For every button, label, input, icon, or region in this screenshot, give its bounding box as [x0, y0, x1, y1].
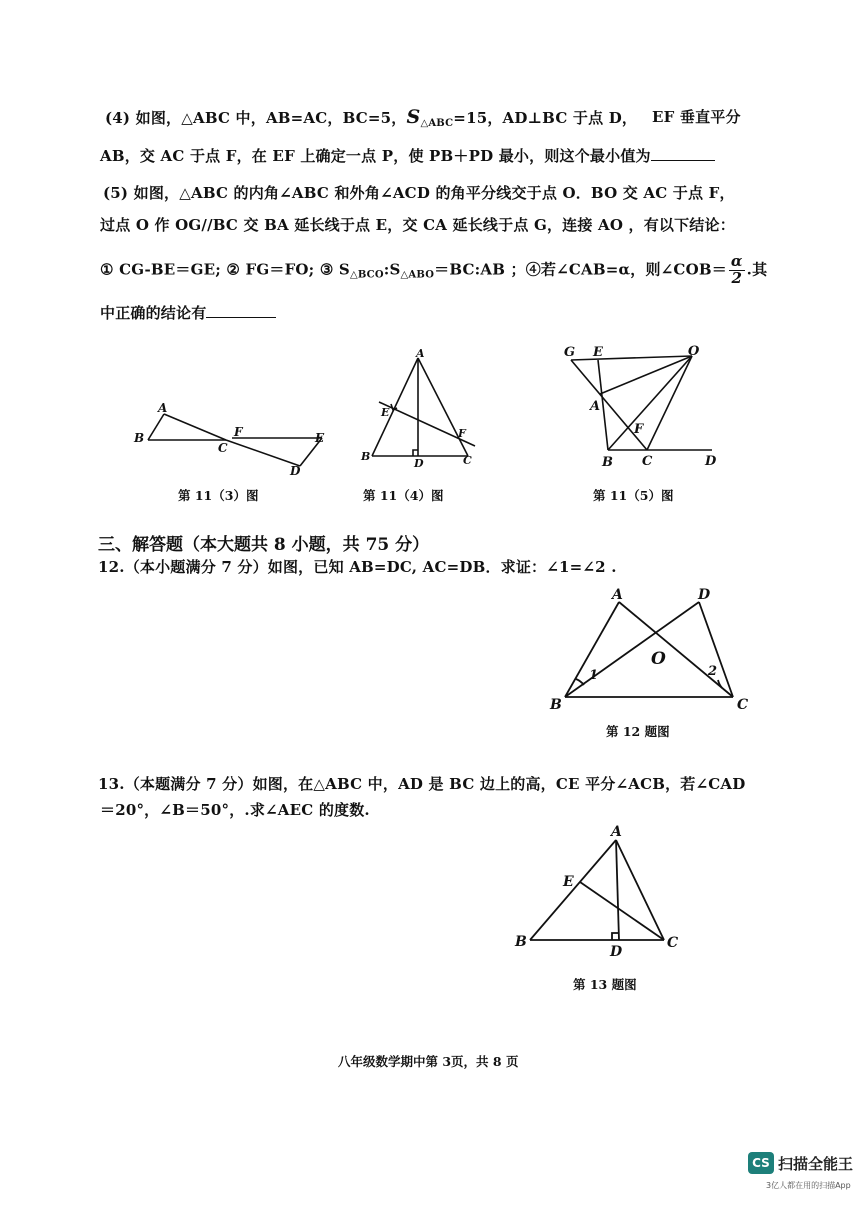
fig4-label: F — [458, 427, 466, 440]
q11-4-line1-end: EF 垂直平分 — [652, 108, 741, 126]
page-footer: 八年级数学期中第 3页，共 8 页 — [338, 1054, 519, 1069]
figure-12 — [540, 585, 755, 715]
answer-blank-11-5 — [206, 303, 276, 318]
q11-4-text-a: (4) 如图，△ABC 中，AB=AC，BC=5， — [105, 109, 407, 127]
fig5-label: B — [602, 455, 613, 470]
fig4-label: D — [414, 457, 424, 470]
figure-11-5 — [560, 338, 730, 473]
q12-text: 12.（本小题满分 7 分）如图，已知 AB=DC, AC=DB．求证：∠1=∠2 . — [98, 558, 617, 576]
caption-fig-12: 第 12 题图 — [606, 724, 670, 739]
fig3-label: D — [290, 464, 301, 478]
caption-fig-11-3: 第 11（3）图 — [178, 488, 259, 503]
fig13-label: B — [515, 934, 527, 950]
fig3-label: E — [315, 431, 325, 445]
fig4-label: C — [463, 454, 472, 467]
subscript-abo: △ABO — [400, 269, 435, 281]
answer-blank-11-4 — [651, 146, 715, 161]
fig5-label: F — [634, 422, 644, 437]
fig5-label: A — [590, 399, 601, 414]
fig12-label: A — [612, 587, 623, 603]
frac-den: 2 — [731, 268, 743, 287]
q11-5-line2: 过点 O 作 OG//BC 交 BA 延长线于点 E，交 CA 延长线于点 G，连接 AO ，有以下结论： — [100, 216, 735, 234]
fig13-label: A — [611, 824, 622, 840]
figure-11-4 — [355, 346, 480, 471]
area-subscript: △ABC — [420, 118, 454, 129]
fig4-label: E — [381, 406, 390, 419]
fig5-label: E — [593, 345, 603, 360]
fig12-label: D — [698, 587, 711, 603]
fig3-label: B — [134, 431, 145, 445]
camscanner-name: 扫描全能王 — [778, 1155, 854, 1173]
conclusions-text-c: ＝BC:AB ；④若∠CAB=α，则∠COB＝ — [434, 260, 727, 279]
subscript-bco: △BCO — [349, 269, 384, 281]
fig3-label: F — [234, 425, 243, 439]
fig5-label: C — [642, 454, 653, 469]
q11-5-text-line4: 中正确的结论有 — [100, 304, 207, 322]
q11-4-text-b: =15，AD⊥BC 于点 D， — [453, 109, 638, 127]
camscanner-logo-icon: CS — [748, 1152, 774, 1174]
caption-fig-11-5: 第 11（5）图 — [593, 488, 674, 503]
frac-num: α — [730, 252, 743, 270]
fig12-label: B — [550, 697, 562, 713]
fig13-label: D — [610, 944, 623, 960]
q11-4-line2 — [100, 145, 715, 166]
section-3-heading: 三、解答题（本大题共 8 小题，共 75 分） — [98, 535, 430, 555]
fig3-label: A — [158, 401, 168, 415]
fig5-label: D — [705, 454, 717, 469]
figure-13 — [510, 822, 690, 962]
fig13-label: C — [667, 935, 679, 951]
fig5-label: G — [564, 345, 576, 360]
q11-4-line1 — [105, 106, 637, 129]
q13-line1: 13.（本题满分 7 分）如图，在△ABC 中，AD 是 BC 边上的高，CE 平分∠ACB，若∠CAD — [98, 775, 746, 793]
fig12-label: O — [651, 649, 666, 669]
q11-5-line3 — [100, 254, 767, 287]
caption-fig-11-4: 第 11（4）图 — [363, 488, 444, 503]
fig12-label: C — [737, 697, 749, 713]
alpha-over-2 — [729, 254, 745, 287]
conclusions-text-d: .其 — [746, 260, 768, 279]
caption-fig-13: 第 13 题图 — [573, 977, 637, 992]
fig12-label: 1 — [589, 668, 599, 683]
q11-5-line4 — [100, 302, 276, 323]
figure-11-3 — [128, 398, 343, 478]
fig4-label: B — [361, 450, 371, 463]
q13-line2: ＝20°，∠B＝50°，.求∠AEC 的度数. — [100, 801, 370, 819]
conclusions-text-a: ① CG-BE＝GE; ② FG＝FO; ③ S — [100, 260, 350, 279]
conclusions-text-b: :S — [383, 260, 401, 279]
fig12-label: 2 — [708, 664, 718, 679]
area-symbol: S — [406, 106, 421, 128]
fig3-label: C — [218, 441, 228, 455]
fig5-label: O — [688, 344, 700, 359]
fig4-label: A — [416, 347, 425, 360]
camscanner-tagline: 3亿人都在用的扫描App — [766, 1181, 851, 1190]
fig13-label: E — [563, 874, 574, 890]
q11-5-line1: (5) 如图，△ABC 的内角∠ABC 和外角∠ACD 的角平分线交于点 O．BO 交 AC 于点 F， — [103, 184, 735, 202]
q11-4-text-line2: AB，交 AC 于点 F，在 EF 上确定一点 P，使 PB＋PD 最小，则这个最小值为 — [100, 147, 651, 165]
